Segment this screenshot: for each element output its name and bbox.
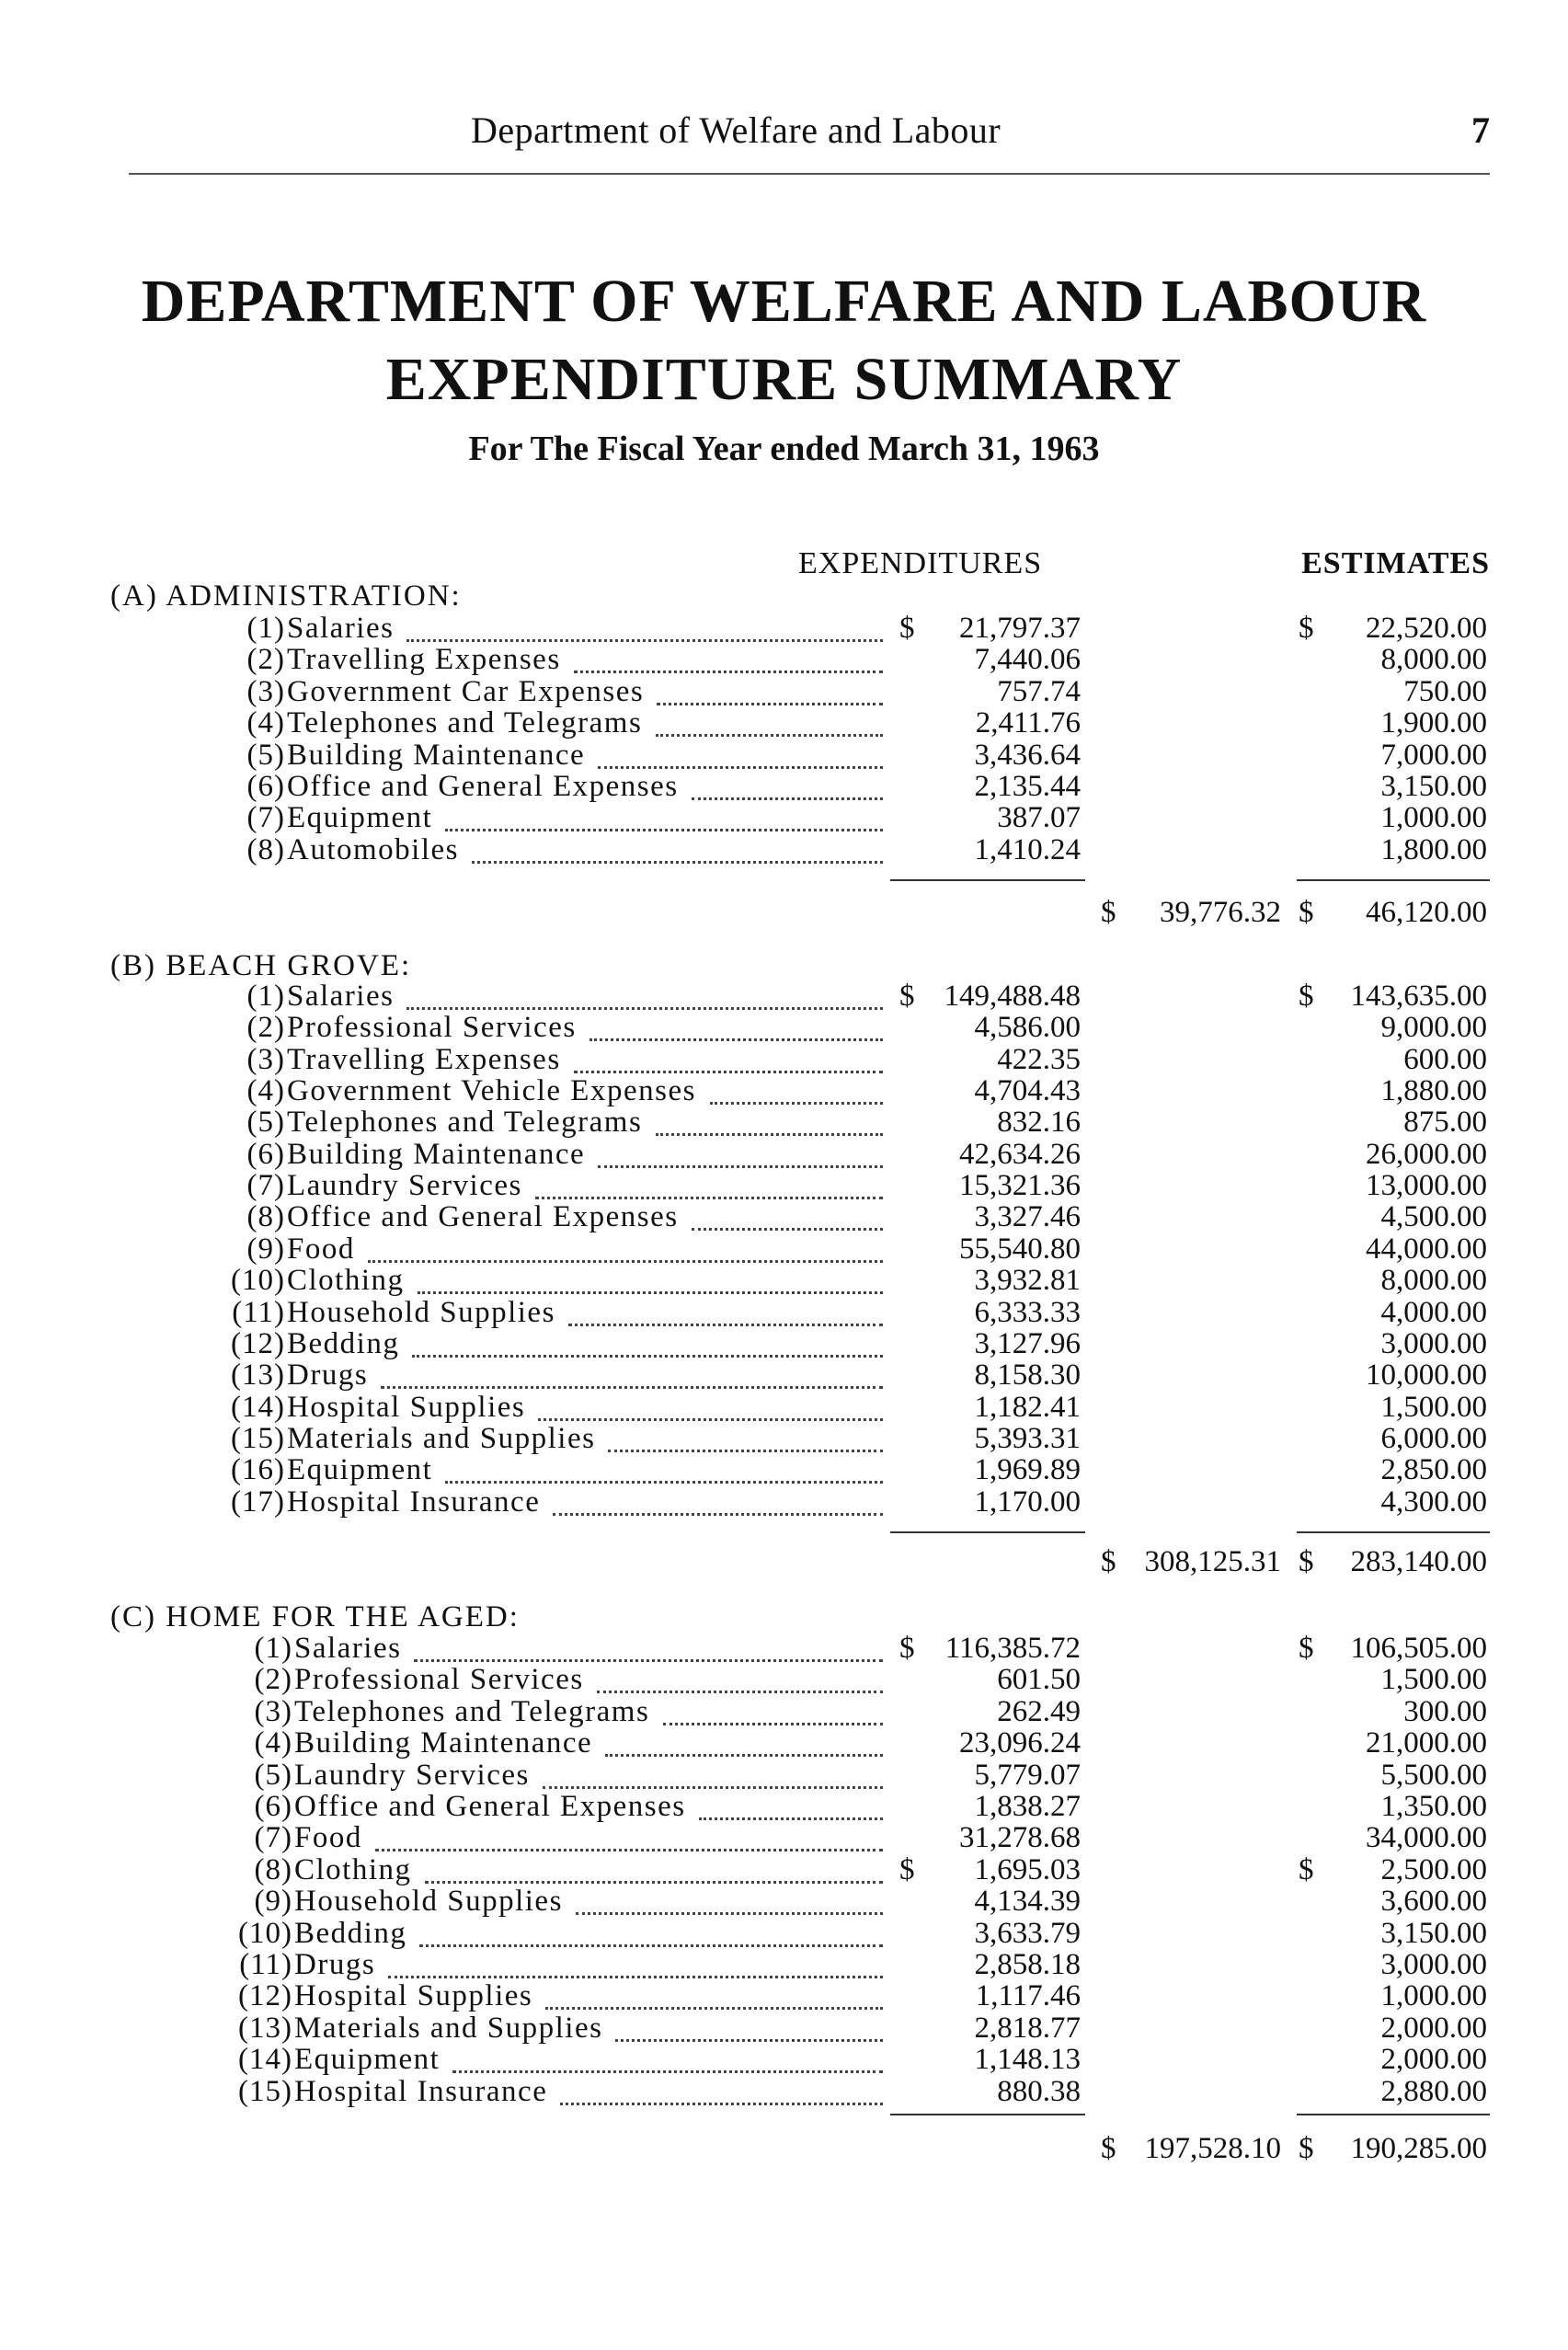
table-row	[0, 770, 1568, 801]
dot-leader	[576, 1903, 883, 1915]
row-number: (3)	[246, 1042, 285, 1076]
row-label: Bedding	[287, 1326, 400, 1360]
table-row	[0, 1695, 1568, 1726]
expenditure-value: 2,411.76	[975, 706, 1081, 740]
dot-leader	[598, 757, 883, 769]
row-number: (12)	[231, 1326, 285, 1360]
expenditure-value: 149,488.48	[944, 980, 1081, 1013]
row-number: (15)	[231, 1421, 285, 1455]
estimate-value: 4,000.00	[1380, 1295, 1487, 1329]
table-row	[0, 1948, 1568, 1979]
table-row	[0, 1632, 1568, 1663]
section-total-row	[0, 2132, 1568, 2169]
expenditure-value: 1,182.41	[974, 1390, 1081, 1424]
row-number: (6)	[246, 770, 285, 803]
expenditure-value: 31,278.68	[959, 1821, 1081, 1855]
table-row	[0, 1663, 1568, 1697]
row-number: (6)	[254, 1790, 292, 1823]
dot-leader	[543, 1777, 883, 1789]
estimate-value: 750.00	[1403, 674, 1487, 708]
expenditure-value: 55,540.80	[959, 1232, 1081, 1266]
table-row	[0, 1979, 1568, 2011]
row-number: (3)	[246, 674, 285, 708]
estimate-value: 3,150.00	[1380, 1916, 1487, 1950]
expenditure-value: 2,818.77	[974, 2011, 1081, 2045]
dot-leader	[605, 1745, 883, 1757]
expenditure-value: 8,158.30	[974, 1358, 1081, 1393]
row-label: Automobiles	[287, 832, 459, 866]
table-row	[0, 1917, 1568, 1948]
dot-leader	[412, 1346, 883, 1358]
table-row	[0, 2043, 1568, 2077]
dot-leader	[452, 2061, 883, 2073]
page-number: 7	[1471, 109, 1490, 151]
dollar-sign: $	[1101, 896, 1116, 929]
expenditure-value: 832.16	[997, 1106, 1081, 1140]
table-row	[0, 1853, 1568, 1885]
estimate-value: 3,600.00	[1380, 1885, 1487, 1919]
table-row	[0, 1422, 1568, 1453]
dollar-sign: $	[899, 1852, 915, 1886]
estimate-value: 106,505.00	[1350, 1632, 1487, 1665]
table-row	[0, 643, 1568, 677]
dot-leader	[560, 2093, 883, 2105]
table-row	[0, 801, 1568, 835]
row-number: (5)	[254, 1758, 292, 1792]
row-number: (8)	[246, 1200, 285, 1234]
table-row	[0, 1074, 1568, 1106]
estimate-value: 2,880.00	[1380, 2074, 1487, 2108]
row-label: Food	[287, 1232, 355, 1266]
table-row	[0, 980, 1568, 1011]
dot-leader	[445, 820, 883, 831]
row-number: (5)	[246, 1106, 285, 1140]
table-row	[0, 1264, 1568, 1298]
estimate-value: 6,000.00	[1380, 1421, 1487, 1455]
dot-leader	[419, 1935, 883, 1947]
dot-leader	[414, 1650, 883, 1662]
estimate-value: 143,635.00	[1350, 980, 1487, 1013]
table-row	[0, 739, 1568, 770]
total-expenditure: 39,776.32	[1160, 896, 1281, 929]
estimate-value: 26,000.00	[1366, 1137, 1487, 1171]
total-estimate: 190,285.00	[1350, 2132, 1487, 2165]
dollar-sign: $	[899, 1632, 915, 1665]
row-number: (14)	[238, 2043, 292, 2077]
dot-leader	[472, 852, 883, 864]
expenditure-value: 1,695.03	[974, 1852, 1081, 1886]
dot-leader	[657, 694, 883, 705]
estimate-value: 2,000.00	[1380, 2043, 1487, 2077]
expenditure-value: 422.35	[997, 1042, 1081, 1076]
subtotal-rule	[1297, 879, 1490, 881]
estimate-value: 7,000.00	[1380, 738, 1487, 772]
table-row	[0, 1138, 1568, 1169]
row-number: (1)	[254, 1632, 292, 1665]
row-label: Equipment	[287, 801, 433, 835]
expenditure-value: 21,797.37	[959, 612, 1081, 645]
estimate-value: 22,520.00	[1366, 612, 1487, 645]
dot-leader	[656, 1124, 883, 1136]
row-number: (4)	[246, 706, 285, 740]
dot-leader	[538, 1409, 883, 1421]
row-label: Hospital Insurance	[294, 2074, 548, 2108]
row-label: Drugs	[294, 1948, 376, 1981]
estimate-value: 21,000.00	[1366, 1726, 1487, 1760]
row-label: Telephones and Telegrams	[287, 1106, 643, 1140]
dot-leader	[568, 1314, 883, 1326]
table-row	[0, 2012, 1568, 2043]
expenditure-value: 3,633.79	[974, 1916, 1081, 1950]
dollar-sign: $	[1299, 2132, 1314, 2165]
row-number: (11)	[232, 1295, 285, 1329]
expenditure-value: 1,838.27	[974, 1790, 1081, 1823]
dot-leader	[425, 1872, 883, 1884]
total-estimate: 46,120.00	[1366, 896, 1487, 929]
row-label: Hospital Supplies	[287, 1390, 526, 1424]
dot-leader	[710, 1093, 883, 1105]
row-number: (2)	[254, 1663, 292, 1697]
expenditure-value: 757.74	[997, 674, 1081, 708]
row-label: Travelling Expenses	[287, 1042, 561, 1076]
table-row	[0, 675, 1568, 706]
row-label: Equipment	[294, 2043, 441, 2077]
table-row	[0, 1726, 1568, 1758]
row-number: (5)	[246, 738, 285, 772]
expenditure-value: 1,969.89	[974, 1453, 1081, 1487]
dollar-sign: $	[1299, 980, 1314, 1013]
dot-leader	[418, 1282, 883, 1294]
row-number: (3)	[254, 1694, 292, 1728]
table-row	[0, 1169, 1568, 1203]
row-label: Food	[294, 1821, 362, 1855]
row-label: Laundry Services	[294, 1758, 530, 1792]
estimate-value: 9,000.00	[1380, 1011, 1487, 1045]
table-row	[0, 1106, 1568, 1140]
estimate-value: 1,500.00	[1380, 1663, 1487, 1697]
estimate-value: 2,500.00	[1380, 1852, 1487, 1886]
row-number: (1)	[246, 612, 285, 645]
row-number: (4)	[254, 1726, 292, 1760]
subtotal-rule	[1297, 2114, 1490, 2115]
dot-leader	[656, 725, 883, 737]
section-total-row	[0, 896, 1568, 933]
dollar-sign: $	[1101, 1545, 1116, 1578]
expenditure-value: 3,127.96	[974, 1326, 1081, 1360]
expenditure-value: 601.50	[997, 1663, 1081, 1697]
dot-leader	[381, 1377, 883, 1389]
row-number: (16)	[231, 1453, 285, 1487]
dot-leader	[615, 2030, 883, 2042]
row-number: (8)	[246, 832, 285, 866]
estimate-value: 2,000.00	[1380, 2011, 1487, 2045]
estimate-value: 1,880.00	[1380, 1074, 1487, 1108]
expenditure-value: 1,148.13	[974, 2043, 1081, 2077]
estimate-value: 8,000.00	[1380, 1264, 1487, 1298]
table-row	[0, 1011, 1568, 1045]
row-label: Government Car Expenses	[287, 674, 645, 708]
expenditure-value: 1,117.46	[975, 1979, 1081, 2013]
dot-leader	[445, 1472, 883, 1484]
dollar-sign: $	[1299, 612, 1314, 645]
row-label: Drugs	[287, 1358, 369, 1393]
dot-leader	[535, 1187, 883, 1199]
dollar-sign: $	[1101, 2132, 1116, 2165]
row-number: (11)	[239, 1948, 292, 1981]
expenditure-value: 42,634.26	[959, 1137, 1081, 1171]
table-row	[0, 1790, 1568, 1821]
row-number: (1)	[246, 980, 285, 1013]
table-row	[0, 706, 1568, 738]
expenditure-value: 23,096.24	[959, 1726, 1081, 1760]
table-row	[0, 1485, 1568, 1517]
row-label: Professional Services	[287, 1011, 577, 1045]
dollar-sign: $	[1299, 896, 1314, 929]
estimate-value: 1,350.00	[1380, 1790, 1487, 1823]
row-number: (2)	[246, 643, 285, 677]
table-row	[0, 1391, 1568, 1422]
expenditure-value: 387.07	[997, 801, 1081, 835]
estimate-value: 44,000.00	[1366, 1232, 1487, 1266]
fiscal-year-line: For The Fiscal Year ended March 31, 1963	[468, 430, 1100, 468]
row-number: (9)	[246, 1232, 285, 1266]
running-title: Department of Welfare and Labour	[471, 109, 1001, 151]
estimate-value: 8,000.00	[1380, 643, 1487, 677]
table-row	[0, 1232, 1568, 1264]
total-expenditure: 197,528.10	[1144, 2132, 1281, 2165]
row-label: Clothing	[287, 1264, 405, 1298]
estimate-value: 4,500.00	[1380, 1200, 1487, 1234]
dot-leader	[545, 1998, 883, 2010]
estimate-value: 5,500.00	[1380, 1758, 1487, 1792]
row-label: Salaries	[287, 612, 395, 645]
estimate-value: 10,000.00	[1366, 1358, 1487, 1393]
expenditure-value: 4,134.39	[974, 1885, 1081, 1919]
estimate-value: 875.00	[1403, 1106, 1487, 1140]
dot-leader	[692, 1219, 883, 1231]
expenditure-value: 3,327.46	[974, 1200, 1081, 1234]
row-label: Building Maintenance	[287, 738, 586, 772]
expenditure-value: 3,436.64	[974, 738, 1081, 772]
subtotal-rule	[890, 2114, 1085, 2115]
section-heading: (C) HOME FOR THE AGED:	[110, 1600, 520, 1634]
row-number: (13)	[231, 1358, 285, 1393]
row-label: Bedding	[294, 1916, 407, 1950]
estimate-value: 1,000.00	[1380, 801, 1487, 835]
table-row	[0, 1821, 1568, 1855]
document-subtitle: EXPENDITURE SUMMARY	[385, 346, 1183, 413]
row-label: Materials and Supplies	[294, 2011, 603, 2045]
dot-leader	[406, 998, 883, 1010]
expenditure-value: 15,321.36	[959, 1169, 1081, 1203]
table-row	[0, 2075, 1568, 2106]
expenditure-value: 262.49	[997, 1694, 1081, 1728]
expenditure-value: 1,410.24	[974, 832, 1081, 866]
dot-leader	[598, 1156, 883, 1168]
expenditure-value: 7,440.06	[974, 643, 1081, 677]
row-label: Office and General Expenses	[287, 1200, 679, 1234]
dot-leader	[553, 1504, 883, 1516]
row-number: (17)	[231, 1485, 285, 1519]
row-label: Hospital Supplies	[294, 1979, 533, 2013]
row-number: (9)	[254, 1885, 292, 1919]
dot-leader	[406, 630, 883, 642]
row-label: Office and General Expenses	[287, 770, 679, 803]
table-row	[0, 612, 1568, 643]
row-number: (7)	[246, 801, 285, 835]
row-label: Government Vehicle Expenses	[287, 1074, 696, 1108]
table-row	[0, 1296, 1568, 1327]
row-label: Building Maintenance	[287, 1137, 586, 1171]
row-number: (7)	[246, 1169, 285, 1203]
dot-leader	[589, 1029, 883, 1041]
expenditure-value: 6,333.33	[974, 1295, 1081, 1329]
estimate-value: 3,150.00	[1380, 770, 1487, 803]
dot-leader	[663, 1714, 883, 1725]
dot-leader	[574, 661, 883, 673]
expenditure-value: 4,704.43	[974, 1074, 1081, 1108]
expenditure-value: 116,385.72	[944, 1632, 1081, 1665]
row-number: (2)	[246, 1011, 285, 1045]
table-row	[0, 1885, 1568, 1919]
row-label: Equipment	[287, 1453, 433, 1487]
row-label: Building Maintenance	[294, 1726, 593, 1760]
expenditure-value: 4,586.00	[974, 1011, 1081, 1045]
estimate-value: 34,000.00	[1366, 1821, 1487, 1855]
row-label: Salaries	[294, 1632, 402, 1665]
subtotal-rule	[890, 1531, 1085, 1533]
table-row	[0, 1759, 1568, 1790]
estimate-value: 3,000.00	[1380, 1326, 1487, 1360]
document-title: DEPARTMENT OF WELFARE AND LABOUR	[141, 268, 1427, 335]
row-label: Professional Services	[294, 1663, 584, 1697]
estimate-value: 1,900.00	[1380, 706, 1487, 740]
estimate-value: 2,850.00	[1380, 1453, 1487, 1487]
row-label: Hospital Insurance	[287, 1485, 541, 1519]
estimate-value: 3,000.00	[1380, 1948, 1487, 1981]
dot-leader	[368, 1251, 883, 1263]
dot-leader	[699, 1808, 883, 1820]
expenditure-value: 2,135.44	[974, 770, 1081, 803]
row-label: Household Supplies	[287, 1295, 555, 1329]
subtotal-rule	[890, 879, 1085, 881]
estimate-value: 4,300.00	[1380, 1485, 1487, 1519]
expenditure-value: 5,393.31	[974, 1421, 1081, 1455]
table-row	[0, 833, 1568, 865]
table-row	[0, 1358, 1568, 1393]
expenditure-value: 880.38	[997, 2074, 1081, 2108]
dot-leader	[608, 1440, 883, 1452]
column-header-expenditures: EXPENDITURES	[798, 546, 1043, 580]
row-number: (10)	[238, 1916, 292, 1950]
row-number: (13)	[238, 2011, 292, 2045]
dollar-sign: $	[899, 980, 915, 1013]
dollar-sign: $	[1299, 1545, 1314, 1578]
dot-leader	[388, 1966, 883, 1978]
table-row	[0, 1200, 1568, 1232]
section-heading: (B) BEACH GROVE:	[110, 949, 412, 982]
total-estimate: 283,140.00	[1350, 1545, 1487, 1578]
expenditure-value: 5,779.07	[974, 1758, 1081, 1792]
row-number: (7)	[254, 1821, 292, 1855]
row-label: Materials and Supplies	[287, 1421, 596, 1455]
row-label: Travelling Expenses	[287, 643, 561, 677]
dot-leader	[597, 1681, 883, 1693]
estimate-value: 1,000.00	[1380, 1979, 1487, 2013]
dollar-sign: $	[899, 612, 915, 645]
row-label: Office and General Expenses	[294, 1790, 686, 1823]
row-label: Telephones and Telegrams	[287, 706, 643, 740]
table-row	[0, 1453, 1568, 1485]
row-number: (4)	[246, 1074, 285, 1108]
subtotal-rule	[1297, 1531, 1490, 1533]
estimate-value: 1,800.00	[1380, 832, 1487, 866]
row-label: Laundry Services	[287, 1169, 522, 1203]
row-label: Telephones and Telegrams	[294, 1694, 650, 1728]
row-number: (8)	[254, 1852, 292, 1886]
row-label: Salaries	[287, 980, 395, 1013]
row-number: (15)	[238, 2074, 292, 2108]
dot-leader	[692, 788, 883, 800]
table-row	[0, 1327, 1568, 1358]
expenditure-value: 3,932.81	[974, 1264, 1081, 1298]
dollar-sign: $	[1299, 1852, 1314, 1886]
dot-leader	[574, 1061, 883, 1073]
row-number: (10)	[231, 1264, 285, 1298]
row-number: (12)	[238, 1979, 292, 2013]
row-label: Household Supplies	[294, 1885, 563, 1919]
expenditure-value: 1,170.00	[974, 1485, 1081, 1519]
dollar-sign: $	[1299, 1632, 1314, 1665]
row-number: (6)	[246, 1137, 285, 1171]
total-expenditure: 308,125.31	[1144, 1545, 1281, 1578]
row-number: (14)	[231, 1390, 285, 1424]
estimate-value: 1,500.00	[1380, 1390, 1487, 1424]
expenditure-value: 2,858.18	[974, 1948, 1081, 1981]
section-total-row	[0, 1545, 1568, 1582]
column-header-estimates: ESTIMATES	[1301, 546, 1490, 580]
estimate-value: 300.00	[1403, 1694, 1487, 1728]
dot-leader	[375, 1840, 883, 1851]
estimate-value: 600.00	[1403, 1042, 1487, 1076]
table-row	[0, 1043, 1568, 1074]
estimate-value: 13,000.00	[1366, 1169, 1487, 1203]
section-heading: (A) ADMINISTRATION:	[110, 579, 462, 613]
row-label: Clothing	[294, 1852, 412, 1886]
